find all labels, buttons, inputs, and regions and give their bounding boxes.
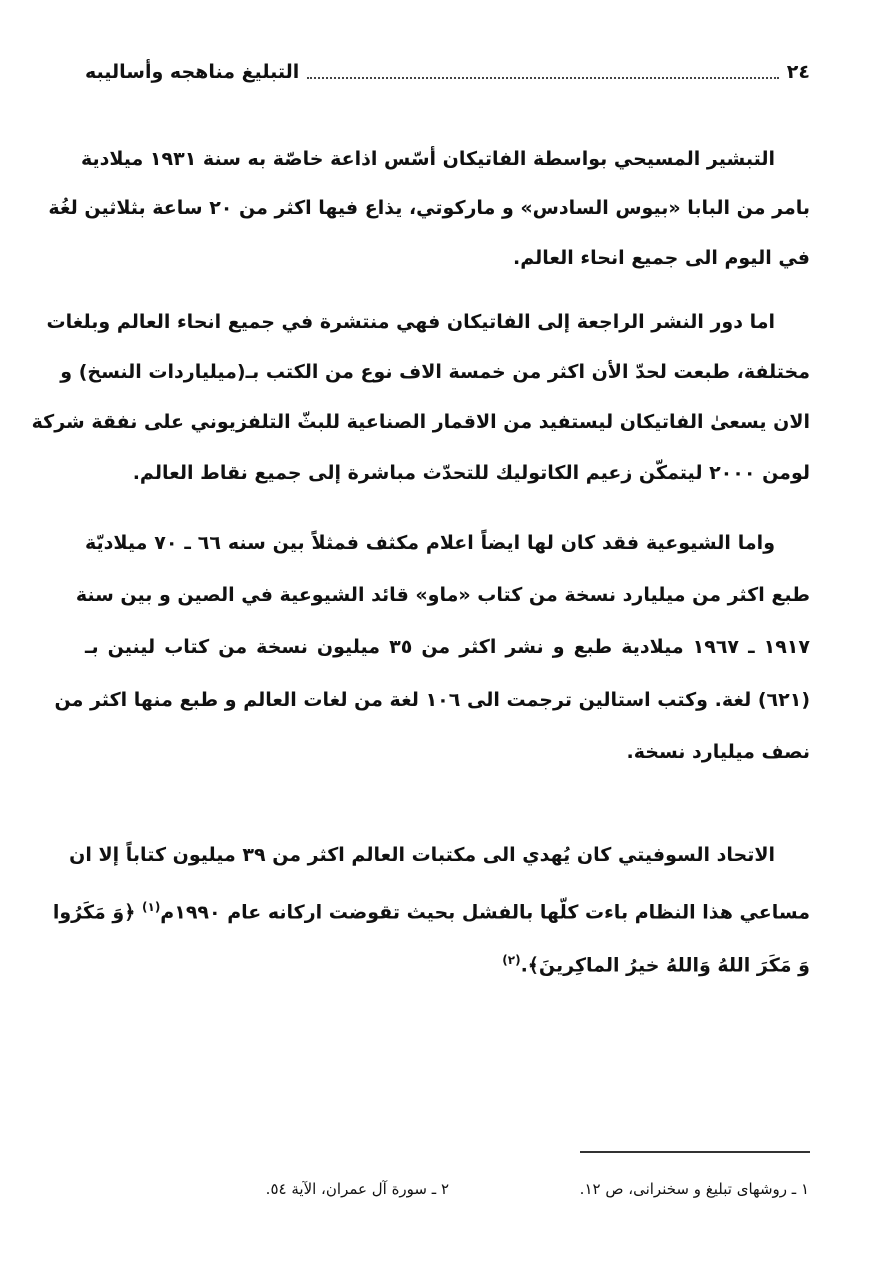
text-line: التبشير المسيحي بواسطة الفاتيكان أسّس اذاعة خاصّة به سنة ١٩٣١ ميلادية (80, 148, 775, 170)
text-line: لومن ٢٠٠٠ ليتمكّن زعيم الكاتوليك للتحدّث مباشرة إلى جميع نقاط العالم. (132, 462, 810, 484)
text-line: نصف ميليارد نسخة. (626, 741, 810, 763)
header-dot-leader (307, 77, 779, 79)
text-line: الان يسعىٰ الفاتيكان ليستفيد من الاقمار الصناعية للبثّ التلفزيوني على نفقة شركة (31, 411, 810, 433)
quran-verse-line (85, 945, 810, 980)
text-line: الاتحاد السوفيتي كان يُهدي الى مكتبات العالم اكثر من ٣٩ ميليون كتاباً إلا ان (69, 844, 775, 866)
footnote-ref[interactable]: (١) (142, 900, 161, 914)
page-number: ٢٤ (786, 61, 810, 83)
running-header (85, 56, 810, 88)
text-line: واما الشيوعية فقد كان لها ايضاً اعلام مكثف فمثلاً بين سنه ٦٦ ـ ٧٠ ميلاديّة (85, 532, 776, 554)
footnote-2: ٢ ـ سورة آل عمران، الآية ٥٤. (265, 1180, 449, 1198)
text-line: (٦٢١) لغة. وكتب استالين ترجمت الى ١٠٦ لغة من لغات العالم و طبع منها اكثر من (54, 689, 810, 711)
text-line: طبع اكثر من ميليارد نسخة من كتاب «ماو» قائد الشيوعية في الصين و بين سنة (75, 584, 810, 606)
footnote-1: ١ ـ روشهاى تبليغ و سخنرانى، ص ١٢. (579, 1180, 809, 1198)
quran-verse: وَ مَكَرَ اللهُ وَاللهُ خيرُ الماكِرينَ (538, 954, 810, 977)
text-line: في اليوم الى جميع انحاء العالم. (513, 247, 810, 269)
text-line: مختلفة، طبعت لحدّ الأن اكثر من خمسة الاف نوع من الكتب بـ(ميلياردات النسخ) و (60, 361, 810, 383)
text-segment: مساعي هذا النظام باءت كلّها بالفشل بحيث تقوضت اركانه عام ١٩٩٠م (160, 901, 810, 924)
text-line: ١٩١٧ ـ ١٩٦٧ ميلادية طبع و نشر اكثر من ٣٥ ميليون نسخة من كتاب لينين بـ (85, 636, 810, 658)
text-line: بامر من البابا «بيوس السادس» و ماركوتي، يذاع فيها اكثر من ٢٠ ساعة بثلاثين لغُة (48, 197, 810, 219)
footnote-separator (580, 1151, 810, 1153)
quran-verse-open: ﴿وَ مَكَرُوا (52, 901, 136, 924)
footnote-ref[interactable]: (٢) (502, 953, 521, 967)
text-line (52, 892, 810, 927)
verse-close: ﴾. (520, 954, 539, 977)
text-line: اما دور النشر الراجعة إلى الفاتيكان فهي منتشرة في جميع انحاء العالم وبلغات (46, 311, 775, 333)
header-title: التبليغ مناهجه وأساليبه (85, 61, 300, 83)
